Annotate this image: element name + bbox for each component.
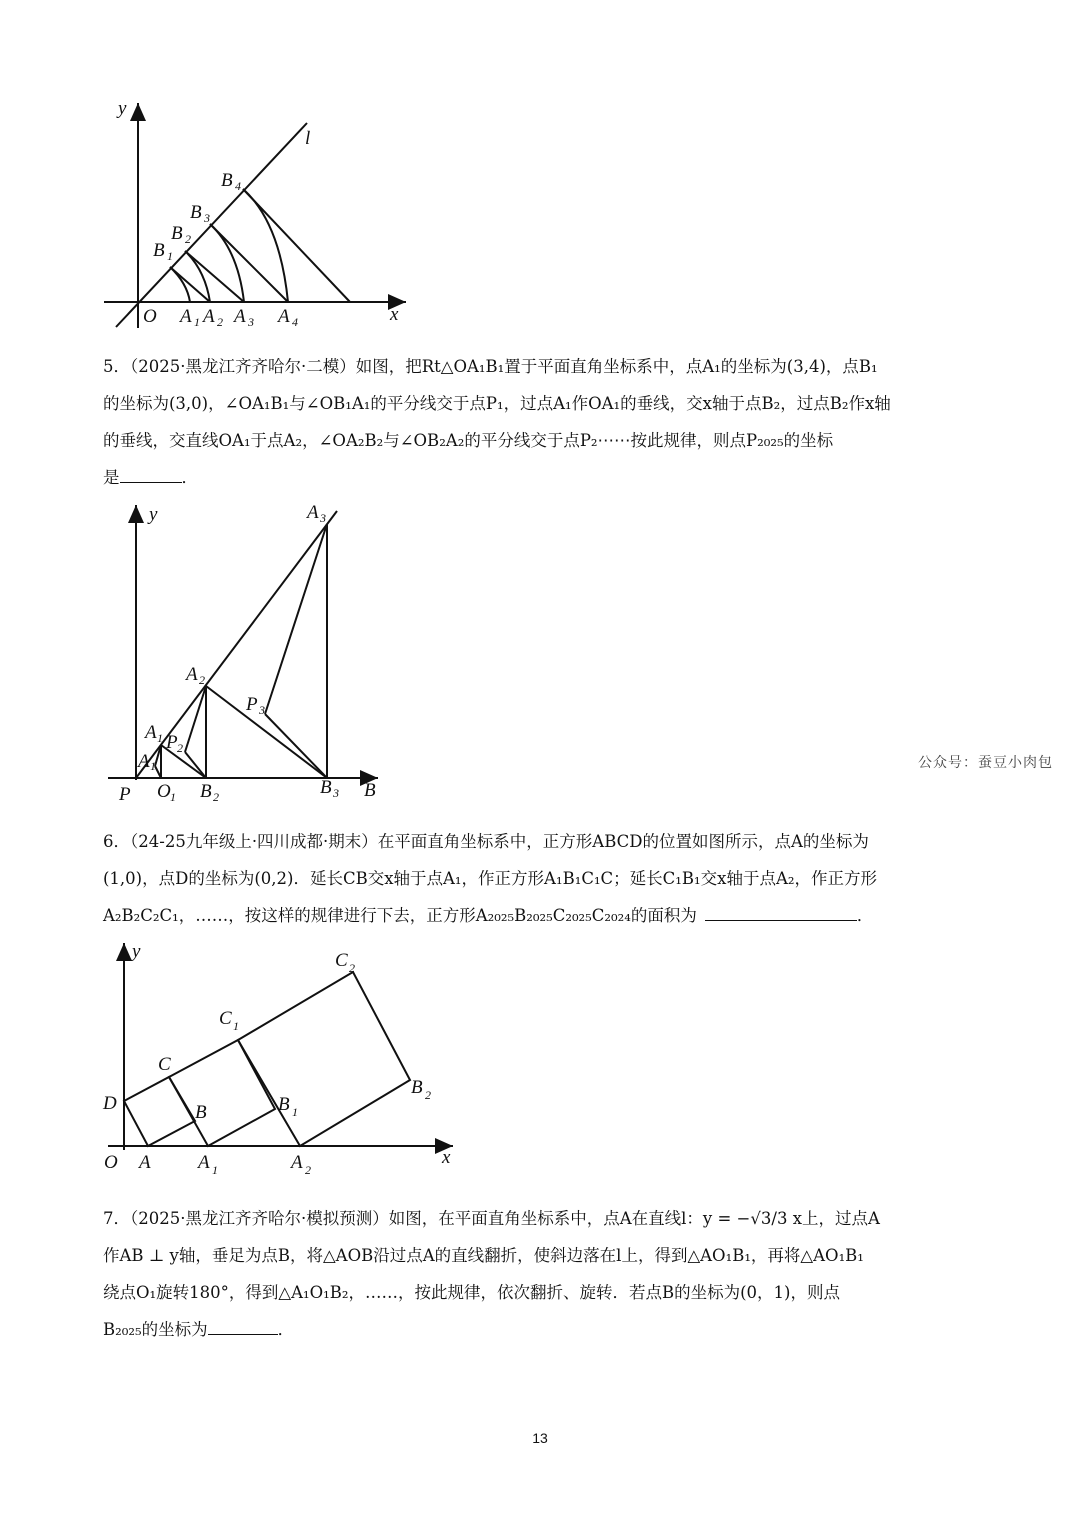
problem-5-line-4-suffix: ． [181,468,198,487]
label-p2-sub: 2 [177,741,183,755]
label-a1: A [180,306,192,327]
figure-bisector-points [100,495,400,805]
label-p3: P [246,694,258,715]
label-b2-sub: 2 [425,1088,431,1102]
segment-a2-b3 [206,686,327,778]
label-c2: C [335,950,348,971]
problem-6-line-3 [103,897,983,934]
label-p1: A [138,751,150,772]
problem-7-line-1: 7．（2025·黑龙江齐齐哈尔·模拟预测）如图，在平面直角坐标系中，点A在直线l：y = −√3/3 x上，过点A [103,1209,880,1228]
label-b: B [195,1102,207,1123]
label-b3: B [190,202,202,223]
label-a1-sub: 1 [212,1163,218,1177]
label-b3-sub: 3 [333,786,339,800]
arc-1 [170,267,190,302]
bisector-p3-b3 [265,714,327,778]
answer-blank-7[interactable] [208,1316,278,1335]
bisector-p2-a2 [185,686,206,752]
label-o: O [104,1152,118,1173]
watermark: 公众号：蚕豆小肉包 [918,755,1053,771]
label-y: y [149,504,158,525]
page-number: 13 [532,1430,548,1446]
label-a2-sub: 2 [199,673,205,687]
label-b2: B [171,223,183,244]
label-a3: A [307,502,319,523]
problem-6 [103,823,983,934]
arc-4 [243,189,288,302]
answer-blank-5[interactable] [120,464,182,483]
label-y: y [132,941,141,962]
label-o: O [143,306,157,327]
label-a2: A [291,1152,303,1173]
segment-b2-a3 [185,251,244,302]
answer-blank-6[interactable] [705,902,857,921]
label-a4: A [278,306,290,327]
label-b1: B [153,240,165,261]
label-a2: A [203,306,215,327]
bisector-p3-a3 [265,524,327,714]
label-b3-sub: 3 [204,211,210,225]
label-b2-sub: 2 [185,232,191,246]
label-o: P [119,784,131,805]
square-a2b2c2c1 [238,972,410,1146]
label-a: A [139,1152,151,1173]
problem-7-line-2: 作AB ⊥ y轴，垂足为点B，将△AOB沿过点A的直线翻折，使斜边落在l上，得到△AO₁B₁，再将△AO₁B₁ [103,1246,864,1265]
label-b3: B [320,777,332,798]
figure-arcs-on-line-l [95,95,425,335]
label-b2: B [200,781,212,802]
problem-7-line-4-prefix: B₂₀₂₅的坐标为 [103,1320,208,1339]
square-a1b1c1c [169,1040,275,1146]
label-p2: P [166,732,178,753]
problem-5-line-4 [103,459,983,496]
problem-6-line-2: (1,0)，点D的坐标为(0,2)．延长CB交x轴于点A₁，作正方形A₁B₁C₁C；延长C₁B₁交x轴于点A₂，作正方形 [103,869,877,888]
label-b1: O [157,781,171,802]
problem-7-line-4 [103,1311,983,1348]
problem-5-line-4-prefix: 是 [103,468,120,487]
figure-squares-chain [100,935,470,1180]
label-a1-sub: 1 [194,315,200,329]
problem-6-line-1: 6．（24-25九年级上·四川成都·期末）在平面直角坐标系中，正方形ABCD的位置如图所示，点A的坐标为 [103,832,869,851]
label-a3: A [234,306,246,327]
label-b1: B [278,1094,290,1115]
label-b1-sub: 1 [170,790,176,804]
label-a1-sub: 1 [157,731,163,745]
label-x: x [442,1147,451,1168]
arc-3 [210,224,244,302]
label-c1: C [219,1008,232,1029]
label-p3-sub: 3 [259,703,265,717]
problem-5-line-2: 的坐标为(3,0)，∠OA₁B₁与∠OB₁A₁的平分线交于点P₁，过点A₁作OA₁的垂线，交x轴于点B₂，过点B₂作x轴 [103,394,891,413]
label-a3-sub: 3 [248,315,254,329]
problem-5 [103,348,983,496]
label-x: B [364,780,376,801]
label-a2-sub: 2 [305,1163,311,1177]
label-b1-sub: 1 [167,249,173,263]
label-b4: B [221,170,233,191]
label-d: D [103,1093,117,1114]
label-l: l [305,128,311,149]
label-y: y [118,98,127,119]
label-c2-sub: 2 [349,961,355,975]
problem-6-line-3-suffix: ． [856,906,874,925]
label-b1-sub: 1 [292,1105,298,1119]
problem-5-line-1: 5．（2025·黑龙江齐齐哈尔·二模）如图，把Rt△OA₁B₁置于平面直角坐标系中，点A₁的坐标为(3,4)，点B₁ [103,357,878,376]
label-a1: A [145,722,157,743]
label-c: C [158,1054,171,1075]
label-p1-sub: 1 [150,759,156,773]
problem-7 [103,1200,983,1348]
label-a2: A [186,664,198,685]
label-a2-sub: 2 [217,315,223,329]
label-a3-sub: 3 [320,511,326,525]
label-x: x [390,304,399,325]
problem-7-line-3: 绕点O₁旋转180°，得到△A₁O₁B₂，……，按此规律，依次翻折、旋转．若点B的坐标为(0，1)，则点 [103,1283,840,1302]
problem-5-line-3: 的垂线，交直线OA₁于点A₂，∠OA₂B₂与∠OB₂A₂的平分线交于点P₂⋯⋯按此规律，则点P₂₀₂₅的坐标 [103,431,834,450]
label-a1: A [198,1152,210,1173]
square-abcd [124,1077,195,1146]
label-a4-sub: 4 [292,315,298,329]
problem-6-line-3-prefix: A₂B₂C₂C₁，……，按这样的规律进行下去，正方形A₂₀₂₅B₂₀₂₅C₂₀₂₅C₂₀₂₄的面积为 [103,906,697,925]
problem-7-line-4-suffix: ． [277,1320,295,1339]
label-b2-sub: 2 [213,790,219,804]
label-b2: B [411,1077,423,1098]
label-c1-sub: 1 [233,1019,239,1033]
label-b4-sub: 4 [235,179,241,193]
